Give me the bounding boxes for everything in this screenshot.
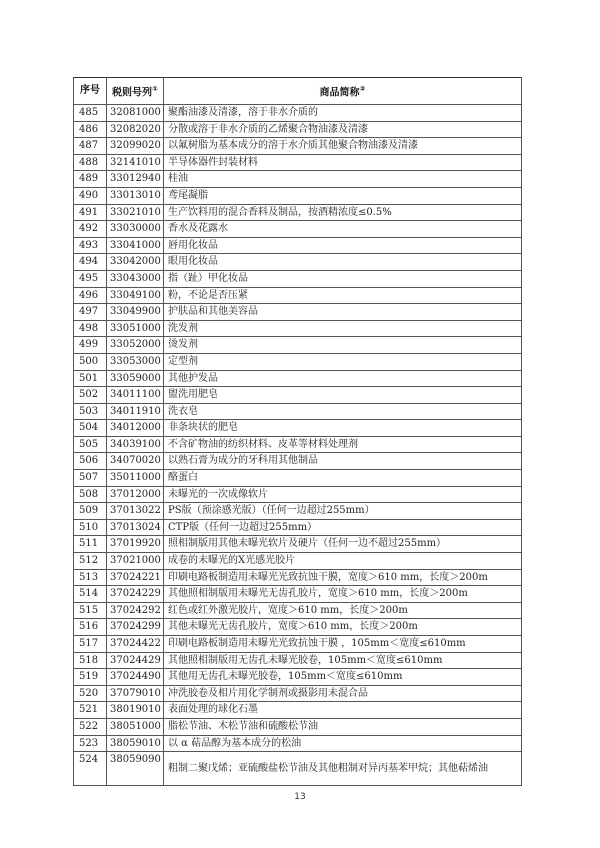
row-product-name: 分散或溶于非水介质的乙烯聚合物油漆及清漆 xyxy=(164,121,522,138)
row-tariff-code: 37024429 xyxy=(107,652,164,669)
table-row xyxy=(74,138,522,155)
row-seq: 524 xyxy=(74,752,107,786)
row-product-name: 洗衣皂 xyxy=(164,403,522,420)
row-tariff-code: 33021010 xyxy=(107,204,164,221)
row-tariff-code: 32099020 xyxy=(107,138,164,155)
row-seq: 501 xyxy=(74,370,107,387)
row-tariff-code: 33051000 xyxy=(107,320,164,337)
row-product-name: CTP版（任何一边超过255mm） xyxy=(164,519,522,536)
row-tariff-code: 38059010 xyxy=(107,735,164,752)
row-seq: 496 xyxy=(74,287,107,304)
table-row xyxy=(74,105,522,122)
table-row xyxy=(74,470,522,487)
row-seq: 520 xyxy=(74,685,107,702)
table-row xyxy=(74,718,522,735)
tariff-table xyxy=(73,77,522,786)
row-tariff-code: 33053000 xyxy=(107,353,164,370)
row-seq: 509 xyxy=(74,503,107,520)
row-tariff-code: 33042000 xyxy=(107,254,164,271)
table-row xyxy=(74,569,522,586)
row-product-name: 指（趾）甲化妆品 xyxy=(164,270,522,287)
row-seq: 498 xyxy=(74,320,107,337)
table-row xyxy=(74,420,522,437)
row-tariff-code: 33049100 xyxy=(107,287,164,304)
header-name-footnote-mark: ② xyxy=(359,84,366,93)
row-seq: 518 xyxy=(74,652,107,669)
table-row xyxy=(74,586,522,603)
table-row xyxy=(74,204,522,221)
table-row xyxy=(74,154,522,171)
row-tariff-code: 33059000 xyxy=(107,370,164,387)
row-tariff-code: 37024422 xyxy=(107,636,164,653)
row-tariff-code: 33013010 xyxy=(107,187,164,204)
row-product-name: 成卷的未曝光的X光感光胶片 xyxy=(164,553,522,570)
table-header-row xyxy=(74,78,522,105)
row-tariff-code: 34070020 xyxy=(107,453,164,470)
row-tariff-code: 37021000 xyxy=(107,553,164,570)
row-product-name: 眼用化妆品 xyxy=(164,254,522,271)
row-product-name: 酪蛋白 xyxy=(164,470,522,487)
row-seq: 485 xyxy=(74,105,107,122)
row-product-name: 护肤品和其他美容品 xyxy=(164,304,522,321)
row-seq: 515 xyxy=(74,602,107,619)
row-seq: 489 xyxy=(74,171,107,188)
row-seq: 504 xyxy=(74,420,107,437)
row-tariff-code: 37024292 xyxy=(107,602,164,619)
table-row xyxy=(74,453,522,470)
row-product-name: 未曝光的一次成像软片 xyxy=(164,486,522,503)
table-row xyxy=(74,669,522,686)
row-product-name: 鸢尾凝脂 xyxy=(164,187,522,204)
row-product-name: 粗制二聚戊烯；亚硫酸盐松节油及其他粗制对异丙基苯甲烷；其他萜烯油 xyxy=(164,752,522,786)
row-seq: 508 xyxy=(74,486,107,503)
table-row xyxy=(74,536,522,553)
table-row xyxy=(74,553,522,570)
row-seq: 503 xyxy=(74,403,107,420)
table-row xyxy=(74,519,522,536)
row-seq: 493 xyxy=(74,237,107,254)
table-row xyxy=(74,304,522,321)
row-tariff-code: 35011000 xyxy=(107,470,164,487)
row-tariff-code: 34039100 xyxy=(107,436,164,453)
table-row xyxy=(74,171,522,188)
row-seq: 497 xyxy=(74,304,107,321)
table-row xyxy=(74,619,522,636)
table-row xyxy=(74,337,522,354)
row-seq: 512 xyxy=(74,553,107,570)
table-row xyxy=(74,636,522,653)
row-product-name: 不含矿物油的纺织材料、皮革等材料处理剂 xyxy=(164,436,522,453)
row-product-name: 桂油 xyxy=(164,171,522,188)
row-product-name: 其他照相制版用未曝光无齿孔胶片，宽度＞610 mm，长度＞200m xyxy=(164,586,522,603)
table-row xyxy=(74,254,522,271)
row-product-name: 烫发剂 xyxy=(164,337,522,354)
row-product-name: 以熟石膏为成分的牙科用其他制品 xyxy=(164,453,522,470)
row-tariff-code: 33041000 xyxy=(107,237,164,254)
table-row xyxy=(74,320,522,337)
table-row xyxy=(74,735,522,752)
table-row xyxy=(74,486,522,503)
row-seq: 488 xyxy=(74,154,107,171)
row-product-name: 盥洗用肥皂 xyxy=(164,387,522,404)
row-tariff-code: 34011100 xyxy=(107,387,164,404)
row-tariff-code: 37013022 xyxy=(107,503,164,520)
header-name: 商品简称② xyxy=(164,78,522,105)
row-product-name: 红色或红外激光胶片，宽度＞610 mm，长度＞200m xyxy=(164,602,522,619)
row-tariff-code: 33049900 xyxy=(107,304,164,321)
row-tariff-code: 33030000 xyxy=(107,221,164,238)
row-tariff-code: 37013024 xyxy=(107,519,164,536)
table-row xyxy=(74,752,522,786)
row-tariff-code: 33012940 xyxy=(107,171,164,188)
row-tariff-code: 37024221 xyxy=(107,569,164,586)
row-seq: 502 xyxy=(74,387,107,404)
row-product-name: 印刷电路板制造用未曝光光致抗蚀干膜 ，105mm＜宽度≤610mm xyxy=(164,636,522,653)
row-product-name: 粉，不论是否压紧 xyxy=(164,287,522,304)
row-tariff-code: 34011910 xyxy=(107,403,164,420)
row-product-name: 生产饮料用的混合香料及制品，按酒精浓度≤0.5% xyxy=(164,204,522,221)
table-row xyxy=(74,121,522,138)
row-seq: 523 xyxy=(74,735,107,752)
row-seq: 499 xyxy=(74,337,107,354)
row-tariff-code: 37024229 xyxy=(107,586,164,603)
table-row xyxy=(74,370,522,387)
header-seq: 序号 xyxy=(74,78,107,105)
page-number: 13 xyxy=(294,792,306,802)
row-tariff-code: 32082020 xyxy=(107,121,164,138)
row-seq: 519 xyxy=(74,669,107,686)
header-code-footnote-mark: ① xyxy=(152,84,158,93)
row-product-name: 唇用化妆品 xyxy=(164,237,522,254)
row-product-name: 聚酯油漆及清漆，溶于非水介质的 xyxy=(164,105,522,122)
row-product-name: 其他未曝光无齿孔胶片，宽度＞610 mm，长度＞200m xyxy=(164,619,522,636)
row-seq: 511 xyxy=(74,536,107,553)
row-seq: 510 xyxy=(74,519,107,536)
row-tariff-code: 38019010 xyxy=(107,702,164,719)
row-seq: 522 xyxy=(74,718,107,735)
row-tariff-code: 37024299 xyxy=(107,619,164,636)
row-tariff-code: 33043000 xyxy=(107,270,164,287)
row-seq: 516 xyxy=(74,619,107,636)
table-row xyxy=(74,685,522,702)
row-tariff-code: 38059090 xyxy=(107,752,164,786)
row-seq: 517 xyxy=(74,636,107,653)
row-seq: 507 xyxy=(74,470,107,487)
row-product-name: 其他照相制版用无齿孔未曝光胶卷，105mm＜宽度≤610mm xyxy=(164,652,522,669)
table-row xyxy=(74,702,522,719)
row-tariff-code: 38051000 xyxy=(107,718,164,735)
row-tariff-code: 32081000 xyxy=(107,105,164,122)
row-seq: 495 xyxy=(74,270,107,287)
table-row xyxy=(74,187,522,204)
table-row xyxy=(74,270,522,287)
row-product-name: 其他用无齿孔未曝光胶卷，105mm＜宽度≤610mm xyxy=(164,669,522,686)
row-product-name: 以氟树脂为基本成分的溶于水介质其他聚合物油漆及清漆 xyxy=(164,138,522,155)
row-seq: 492 xyxy=(74,221,107,238)
row-tariff-code: 37012000 xyxy=(107,486,164,503)
row-product-name: PS版（预涂感光版）（任何一边超过255mm） xyxy=(164,503,522,520)
row-tariff-code: 37019920 xyxy=(107,536,164,553)
row-seq: 500 xyxy=(74,353,107,370)
table-row xyxy=(74,503,522,520)
row-tariff-code: 34012000 xyxy=(107,420,164,437)
table-row xyxy=(74,221,522,238)
row-seq: 491 xyxy=(74,204,107,221)
row-product-name: 香水及花露水 xyxy=(164,221,522,238)
row-product-name: 表面处理的球化石墨 xyxy=(164,702,522,719)
row-product-name: 洗发剂 xyxy=(164,320,522,337)
row-seq: 505 xyxy=(74,436,107,453)
row-seq: 494 xyxy=(74,254,107,271)
header-code: 税则号列① xyxy=(107,78,164,105)
table-row xyxy=(74,353,522,370)
table-row xyxy=(74,652,522,669)
row-seq: 506 xyxy=(74,453,107,470)
row-product-name: 印刷电路板制造用未曝光光致抗蚀干膜，宽度＞610 mm，长度＞200m xyxy=(164,569,522,586)
row-product-name: 非条块状的肥皂 xyxy=(164,420,522,437)
row-product-name: 脂松节油、木松节油和硫酸松节油 xyxy=(164,718,522,735)
table-row xyxy=(74,403,522,420)
row-tariff-code: 37024490 xyxy=(107,669,164,686)
row-product-name: 半导体器件封装材料 xyxy=(164,154,522,171)
row-seq: 513 xyxy=(74,569,107,586)
row-tariff-code: 32141010 xyxy=(107,154,164,171)
row-product-name: 冲洗胶卷及相片用化学制剂或摄影用未混合品 xyxy=(164,685,522,702)
row-seq: 514 xyxy=(74,586,107,603)
row-product-name: 定型剂 xyxy=(164,353,522,370)
table-row xyxy=(74,387,522,404)
table-row xyxy=(74,287,522,304)
row-product-name: 照相制版用其他未曝光软片及硬片（任何一边不超过255mm） xyxy=(164,536,522,553)
row-product-name: 其他护发品 xyxy=(164,370,522,387)
row-tariff-code: 33052000 xyxy=(107,337,164,354)
row-tariff-code: 37079010 xyxy=(107,685,164,702)
row-seq: 521 xyxy=(74,702,107,719)
table-row xyxy=(74,436,522,453)
row-seq: 487 xyxy=(74,138,107,155)
table-row xyxy=(74,602,522,619)
table-row xyxy=(74,237,522,254)
row-product-name: 以 α 萜品醇为基本成分的松油 xyxy=(164,735,522,752)
row-seq: 490 xyxy=(74,187,107,204)
row-seq: 486 xyxy=(74,121,107,138)
